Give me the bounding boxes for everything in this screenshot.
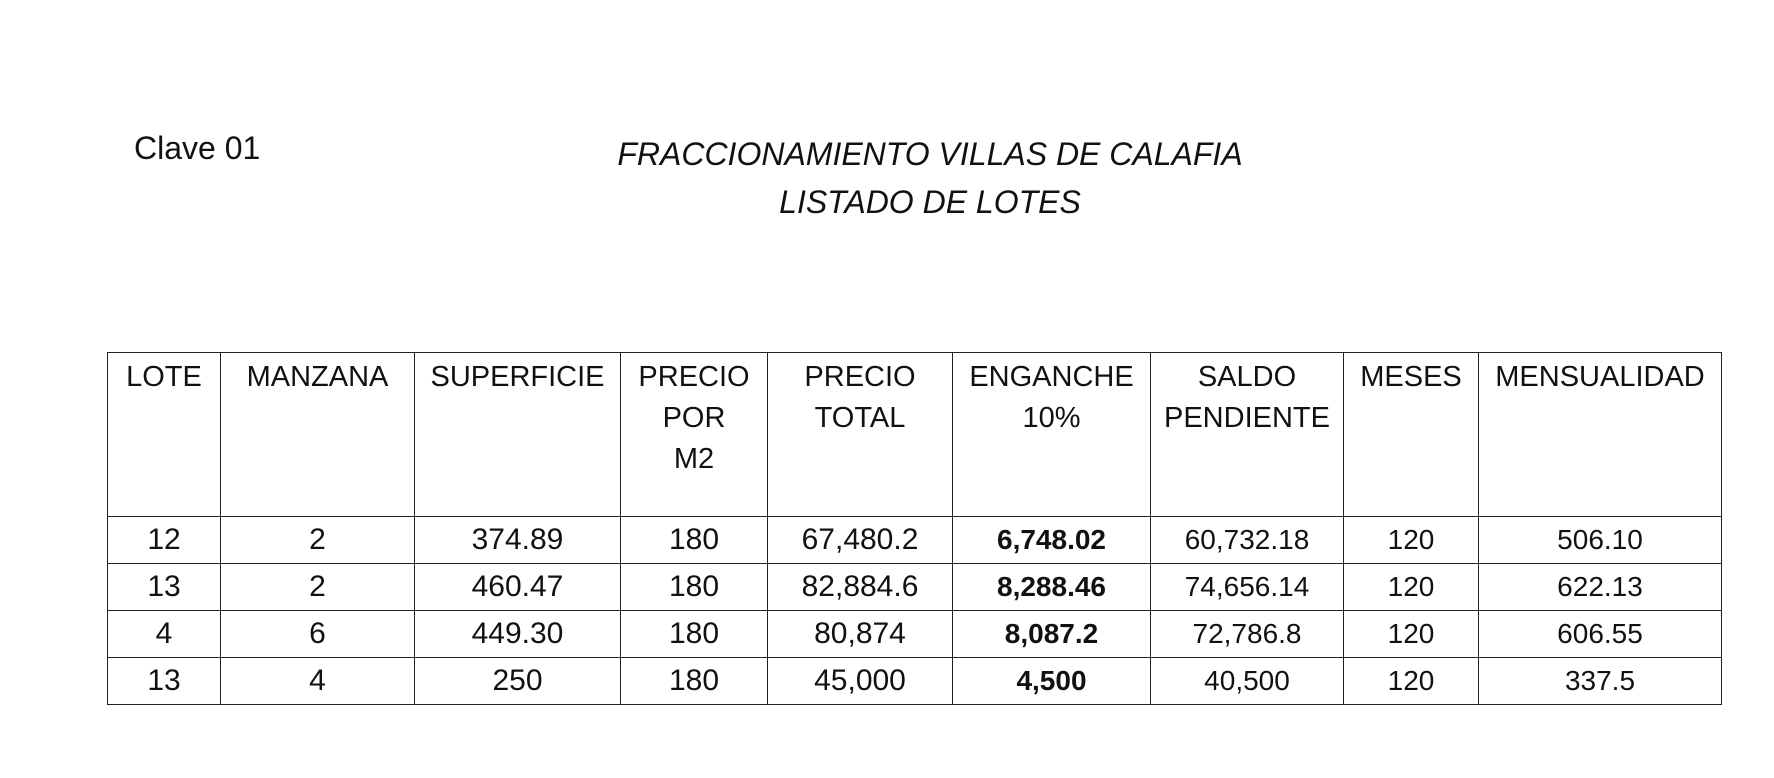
document-title <box>0 130 1774 226</box>
cell-superficie: 460.47 <box>415 564 621 611</box>
column-header-manzana <box>221 353 415 517</box>
cell-precio-por-m2: 180 <box>621 611 768 658</box>
cell-precio-total: 45,000 <box>768 658 953 705</box>
cell-enganche: 8,288.46 <box>953 564 1151 611</box>
cell-saldo-pendiente: 74,656.14 <box>1151 564 1344 611</box>
column-header-precio-total <box>768 353 953 517</box>
cell-precio-por-m2: 180 <box>621 658 768 705</box>
cell-manzana: 2 <box>221 564 415 611</box>
header-line: MENSUALIDAD <box>1495 361 1705 393</box>
column-header-saldo-pendiente <box>1151 353 1344 517</box>
cell-precio-por-m2: 180 <box>621 517 768 564</box>
lots-table <box>107 352 1722 705</box>
header-line: PENDIENTE <box>1164 402 1330 434</box>
cell-manzana: 2 <box>221 517 415 564</box>
clave-label: Clave 01 <box>134 130 261 166</box>
header-line: MESES <box>1360 361 1462 393</box>
cell-precio-por-m2: 180 <box>621 564 768 611</box>
cell-meses: 120 <box>1344 564 1479 611</box>
header-line: SALDO <box>1197 361 1297 393</box>
column-header-precio-por-m2 <box>621 353 768 517</box>
cell-lote: 4 <box>108 611 221 658</box>
header-line: 10% <box>1022 402 1081 434</box>
cell-enganche: 4,500 <box>953 658 1151 705</box>
header-line: TOTAL <box>814 402 906 434</box>
cell-manzana: 6 <box>221 611 415 658</box>
header-line: MANZANA <box>246 361 389 393</box>
cell-saldo-pendiente: 72,786.8 <box>1151 611 1344 658</box>
table-row <box>108 564 1722 611</box>
cell-enganche: 6,748.02 <box>953 517 1151 564</box>
header-line: PRECIO <box>804 361 916 393</box>
cell-precio-total: 80,874 <box>768 611 953 658</box>
cell-saldo-pendiente: 40,500 <box>1151 658 1344 705</box>
header-line: POR <box>662 402 726 434</box>
cell-meses: 120 <box>1344 517 1479 564</box>
header-line: SUPERFICIE <box>430 361 605 393</box>
cell-meses: 120 <box>1344 658 1479 705</box>
column-header-lote <box>108 353 221 517</box>
cell-meses: 120 <box>1344 611 1479 658</box>
title-line-1: FRACCIONAMIENTO VILLAS DE CALAFIA <box>617 136 1243 172</box>
cell-mensualidad: 606.55 <box>1479 611 1722 658</box>
cell-superficie: 250 <box>415 658 621 705</box>
table-row <box>108 611 1722 658</box>
header-line: M2 <box>673 443 715 475</box>
cell-enganche: 8,087.2 <box>953 611 1151 658</box>
cell-precio-total: 67,480.2 <box>768 517 953 564</box>
cell-lote: 13 <box>108 658 221 705</box>
cell-superficie: 449.30 <box>415 611 621 658</box>
table-header-row <box>108 353 1722 517</box>
cell-mensualidad: 622.13 <box>1479 564 1722 611</box>
cell-lote: 12 <box>108 517 221 564</box>
cell-mensualidad: 506.10 <box>1479 517 1722 564</box>
cell-lote: 13 <box>108 564 221 611</box>
column-header-meses <box>1344 353 1479 517</box>
header-line: PRECIO <box>638 361 750 393</box>
table-row <box>108 517 1722 564</box>
column-header-mensualidad <box>1479 353 1722 517</box>
header-line: LOTE <box>126 361 202 393</box>
cell-precio-total: 82,884.6 <box>768 564 953 611</box>
column-header-enganche <box>953 353 1151 517</box>
header-line: ENGANCHE <box>969 361 1134 393</box>
cell-superficie: 374.89 <box>415 517 621 564</box>
cell-saldo-pendiente: 60,732.18 <box>1151 517 1344 564</box>
cell-manzana: 4 <box>221 658 415 705</box>
column-header-superficie <box>415 353 621 517</box>
table-row <box>108 658 1722 705</box>
title-line-2: LISTADO DE LOTES <box>779 184 1081 220</box>
cell-mensualidad: 337.5 <box>1479 658 1722 705</box>
